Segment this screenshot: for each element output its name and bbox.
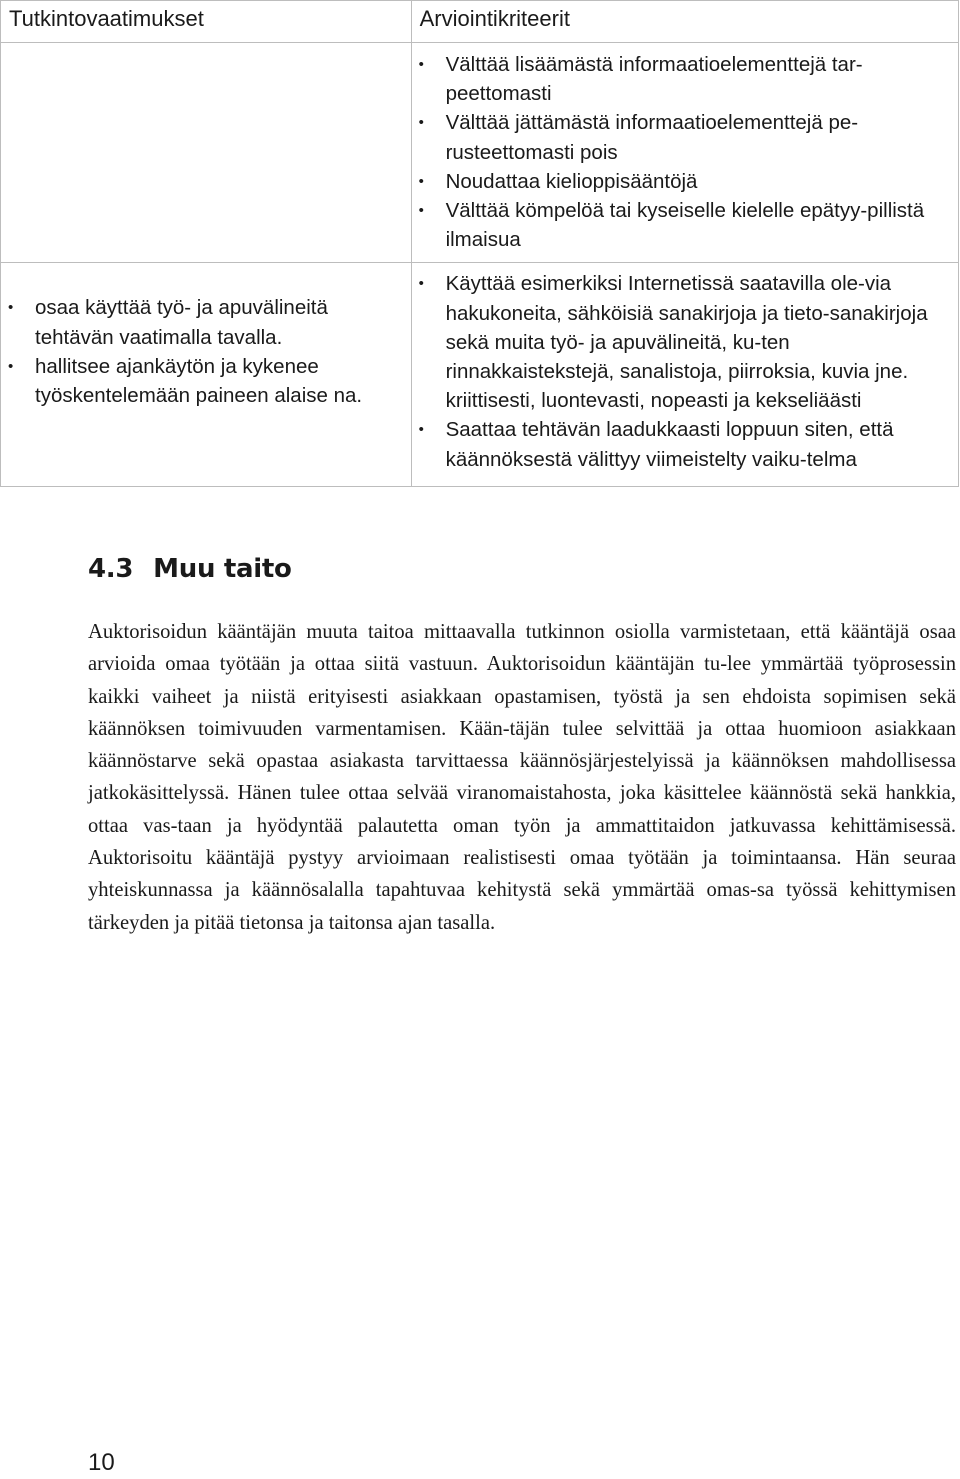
criteria-item: • Välttää jättämästä informaatioelementtejä pe-rusteettomasti pois [412,108,948,166]
requirement-item: • osaa käyttää työ- ja apuvälineitä tehtävän vaatimalla tavalla. [1,293,407,351]
section-body: Auktorisoidun kääntäjän muuta taitoa mittaavalla tutkinnon osiolla varmistetaan, että kääntäjä osaa arvioida omaa työtään ja ottaa siitä vastuun. Auktorisoidun kääntäjän tu-lee ymmärtää työprosessin kaikki vaiheet ja niistä erityisesti asiakkaan opastamisen, työstä ja sen ehdoista sopimisen sekä käännöksen toimivuuden varmentamisen. Kään-täjän tulee selvittää ja ottaa huomioon asiakkaan käännöstarve sekä opastaa asiakasta tarvittaessa käännösjärjestelyissä ja käännöksen mahdollisessa jatkokäsittelyssä. Hänen tulee ottaa selvää viranomaistahosta, joka käsittelee käännöstä sekä hankkia, ottaa vas-taan ja hyödyntää palautetta oman työn ja ammattitaidon jatkuvassa kehittämisessä. Auktorisoitu kääntäjä pystyy arvioimaan realistisesti omaa työtään ja toimintaansa. Hän seuraa yhteiskunnassa ja käännösalalla tapahtuvaa kehitystä sekä ymmärtää omas-sa työssä kehittymisen tärkeyden ja pitää tietonsa ja taitonsa ajan tasalla. [88,621,956,934]
requirement-item: • hallitsee ajankäytön ja kykenee työskentelemään paineen alaise na. [1,352,407,410]
criteria-table [0,0,959,487]
section-heading [88,554,292,584]
requirements-cell [1,43,412,263]
criteria-item: • Käyttää esimerkiksi Internetissä saatavilla ole-via hakukoneita, sähköisiä sanakirjoja ja tieto-sanakirjoja sekä muita työ- ja apuvälineitä, ku-ten rinnakkaistekstejä, sanalistoja, piirroksia, kuvia jne. kriittisesti, luontevasti, nopeasti ja kekseliäästi [412,269,948,415]
criteria-item: • Noudattaa kielioppisääntöjä [412,167,948,196]
criteria-cell [411,43,958,263]
header-requirements: Tutkintovaatimukset [1,1,412,43]
criteria-item: • Välttää lisäämästä informaatioelementtejä tar-peettomasti [412,50,948,108]
requirements-cell [1,263,412,486]
table-row [1,263,959,486]
criteria-item: • Välttää kömpelöä tai kyseiselle kielelle epätyy-pillistä ilmaisua [412,196,948,254]
section-title: Muu taito [153,554,292,584]
table-header-row [1,1,959,43]
header-criteria: Arviointikriteerit [411,1,958,43]
section-number: 4.3 [88,554,134,584]
page-number: 10 [88,1449,115,1476]
criteria-item: • Saattaa tehtävän laadukkaasti loppuun siten, että käännöksestä välittyy viimeistelty vaiku-telma [412,415,948,473]
criteria-cell [411,263,958,486]
table-row [1,43,959,263]
